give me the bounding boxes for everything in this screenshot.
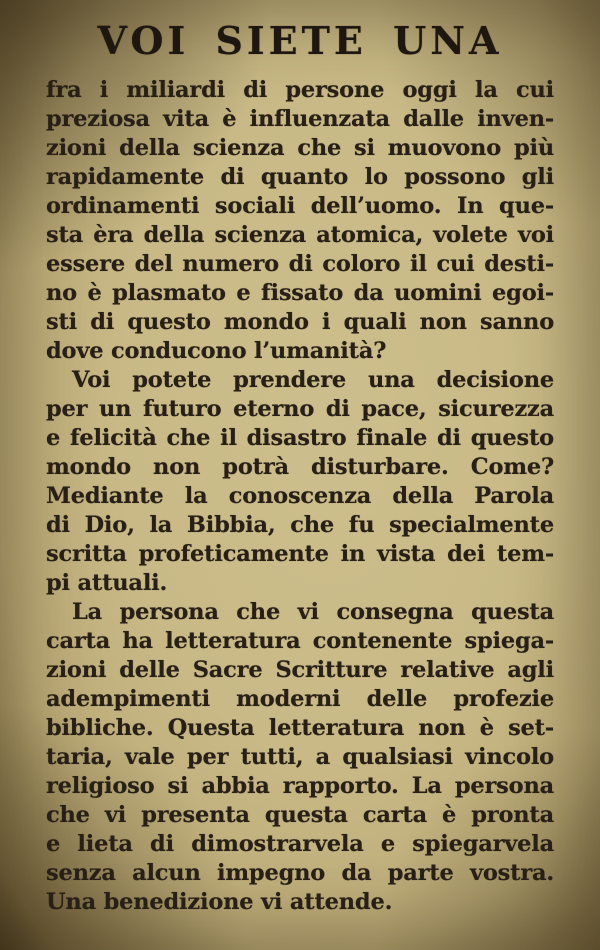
paragraph: [46, 366, 554, 598]
paragraph: [46, 598, 554, 917]
text-line: scritta profeticamente in vista dei tem-: [46, 541, 554, 567]
text-line: no è plasmato e fissato da uomini egoi-: [46, 280, 554, 306]
text-line: rapidamente di quanto lo possono gli: [46, 164, 554, 190]
text-line: fra i miliardi di persone oggi la cui: [46, 77, 554, 103]
text-line: e lieta di dimostrarvela e spiegarvela: [46, 831, 554, 857]
text-line: per un futuro eterno di pace, sicurezza: [46, 396, 554, 422]
page-title: VOI SIETE UNA: [97, 18, 503, 63]
text-line: Voi potete prendere una decisione: [72, 367, 554, 393]
text-line: preziosa vita è influenzata dalle inven-: [46, 106, 554, 132]
text-line: Mediante la conoscenza della Parola: [46, 483, 554, 509]
text-line: zioni delle Sacre Scritture relative agli: [46, 657, 554, 683]
text-line: essere del numero di coloro il cui desti-: [46, 251, 554, 277]
text-line: pi attuali.: [46, 570, 168, 596]
text-line: adempimenti moderni delle profezie: [46, 686, 554, 712]
text-line: dove conducono l’umanità?: [46, 338, 387, 364]
text-line: di Dio, la Bibbia, che fu specialmente: [46, 512, 554, 538]
text-line: La persona che vi consegna questa: [72, 599, 554, 625]
text-line: sta èra della scienza atomica, volete voi: [46, 222, 554, 248]
text-line: zioni della scienza che si muovono più: [46, 135, 554, 161]
text-line: ordinamenti sociali dell’uomo. In que-: [46, 193, 554, 219]
body-text: [46, 76, 554, 917]
text-line: che vi presenta questa carta è pronta: [46, 802, 554, 828]
text-line: religioso si abbia rapporto. La persona: [46, 773, 554, 799]
text-line: sti di questo mondo i quali non sanno: [46, 309, 554, 335]
text-line: bibliche. Questa letteratura non è set-: [46, 715, 554, 741]
text-line: senza alcun impegno da parte vostra.: [46, 860, 554, 886]
text-line: e felicità che il disastro finale di questo: [46, 425, 554, 451]
text-line: mondo non potrà disturbare. Come?: [46, 454, 554, 480]
text-line: taria, vale per tutti, a qualsiasi vincolo: [46, 744, 554, 770]
card-content: [46, 18, 554, 917]
text-line: Una benedizione vi attende.: [46, 889, 393, 915]
paragraph: [46, 76, 554, 366]
text-line: carta ha letteratura contenente spiega-: [46, 628, 554, 654]
